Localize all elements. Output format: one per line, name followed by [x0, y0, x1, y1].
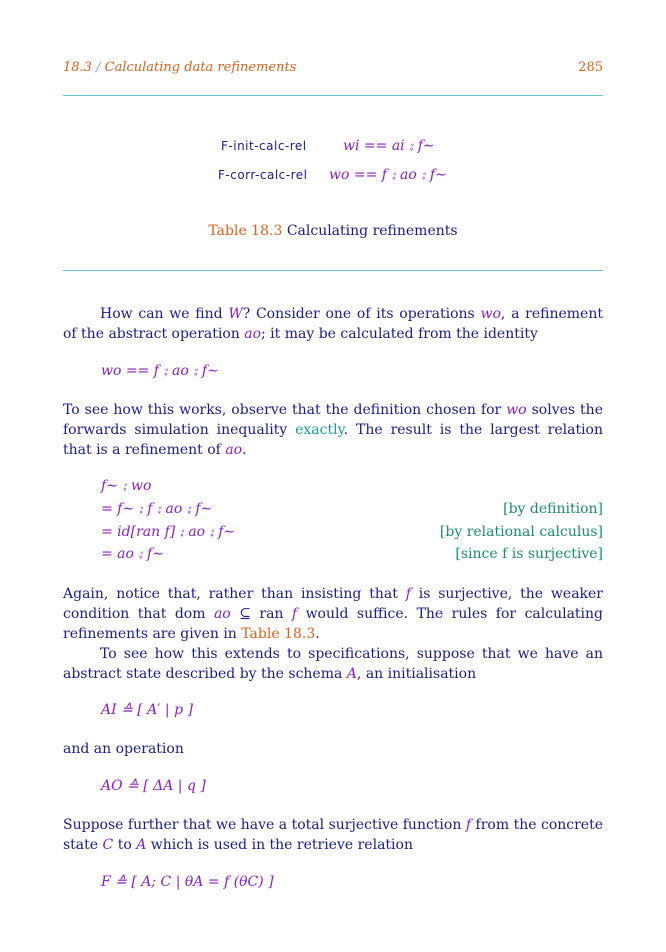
equation-ao: AO ≙ [ ΔA | q ]: [101, 778, 206, 794]
calc-justification: [by definition]: [503, 501, 603, 517]
calc-justification: [since f is surjective]: [455, 546, 603, 562]
table-row-name: F-corr-calc-rel: [218, 168, 308, 182]
table-caption: [0, 223, 666, 239]
equation-wo: wo == f ⨟ ao ⨟ f∼: [101, 363, 219, 379]
math-wo: wo: [506, 402, 527, 418]
paragraph: How can we find W? Consider one of its operations wo, a refinement of the abstract operation ao; it may be calculated from the identity: [63, 306, 603, 342]
paragraph: Suppose further that we have a total surjective function f from the concrete state C to A which is used in the retrieve relation: [63, 817, 603, 853]
table-row-name: F-init-calc-rel: [221, 139, 307, 153]
xref-table[interactable]: Table 18.3: [241, 626, 316, 642]
paragraph: Again, notice that, rather than insisting that f is surjective, the weaker condition that dom ao ⊆ ran f would suffice. The rules for calculating refinements are given in Table 18.3. To see how this extends to specifications, suppose that we have an abstract state described by the schema A, an initialisation: [63, 586, 604, 682]
paragraph: To see how this works, observe that the definition chosen for wo solves the forwards simulation inequality exactly. The result is the largest relation that is a refinement of ao.: [63, 402, 603, 458]
calc-line: = f∼ ⨟ f ⨟ ao ⨟ f∼: [101, 501, 213, 517]
section-title: Calculating data refinements: [104, 60, 297, 75]
header-rule: [63, 95, 603, 96]
section-number: 18.3: [63, 60, 92, 75]
math-W: W: [228, 306, 243, 322]
calc-justification: [by relational calculus]: [439, 524, 603, 540]
equation-f: F ≙ [ A; C | θA = f (θC) ]: [101, 874, 274, 890]
calc-line: f∼ ⨟ wo: [101, 478, 152, 494]
table-row-formula: wi == ai ⨟ f∼: [343, 138, 435, 154]
calc-line: = ao ⨟ f∼: [101, 546, 164, 562]
equation-ai: AI ≙ [ A′ | p ]: [101, 702, 193, 718]
table-row-formula: wo == f ⨟ ao ⨟ f∼: [329, 167, 447, 183]
link-exactly[interactable]: exactly: [295, 422, 344, 438]
page-number: 285: [578, 60, 603, 75]
math-wo: wo: [480, 306, 501, 322]
header-separator: /: [96, 60, 101, 75]
table-caption-number: Table 18.3: [208, 223, 283, 239]
calc-line: = id[ran f] ⨟ ao ⨟ f∼: [101, 524, 236, 540]
math-ao: ao: [225, 442, 243, 458]
paragraph: and an operation: [63, 741, 184, 757]
table-rule: [63, 270, 603, 271]
math-ao: ao: [244, 326, 262, 342]
table-caption-text: Calculating refinements: [286, 223, 458, 239]
running-header: [63, 60, 296, 75]
